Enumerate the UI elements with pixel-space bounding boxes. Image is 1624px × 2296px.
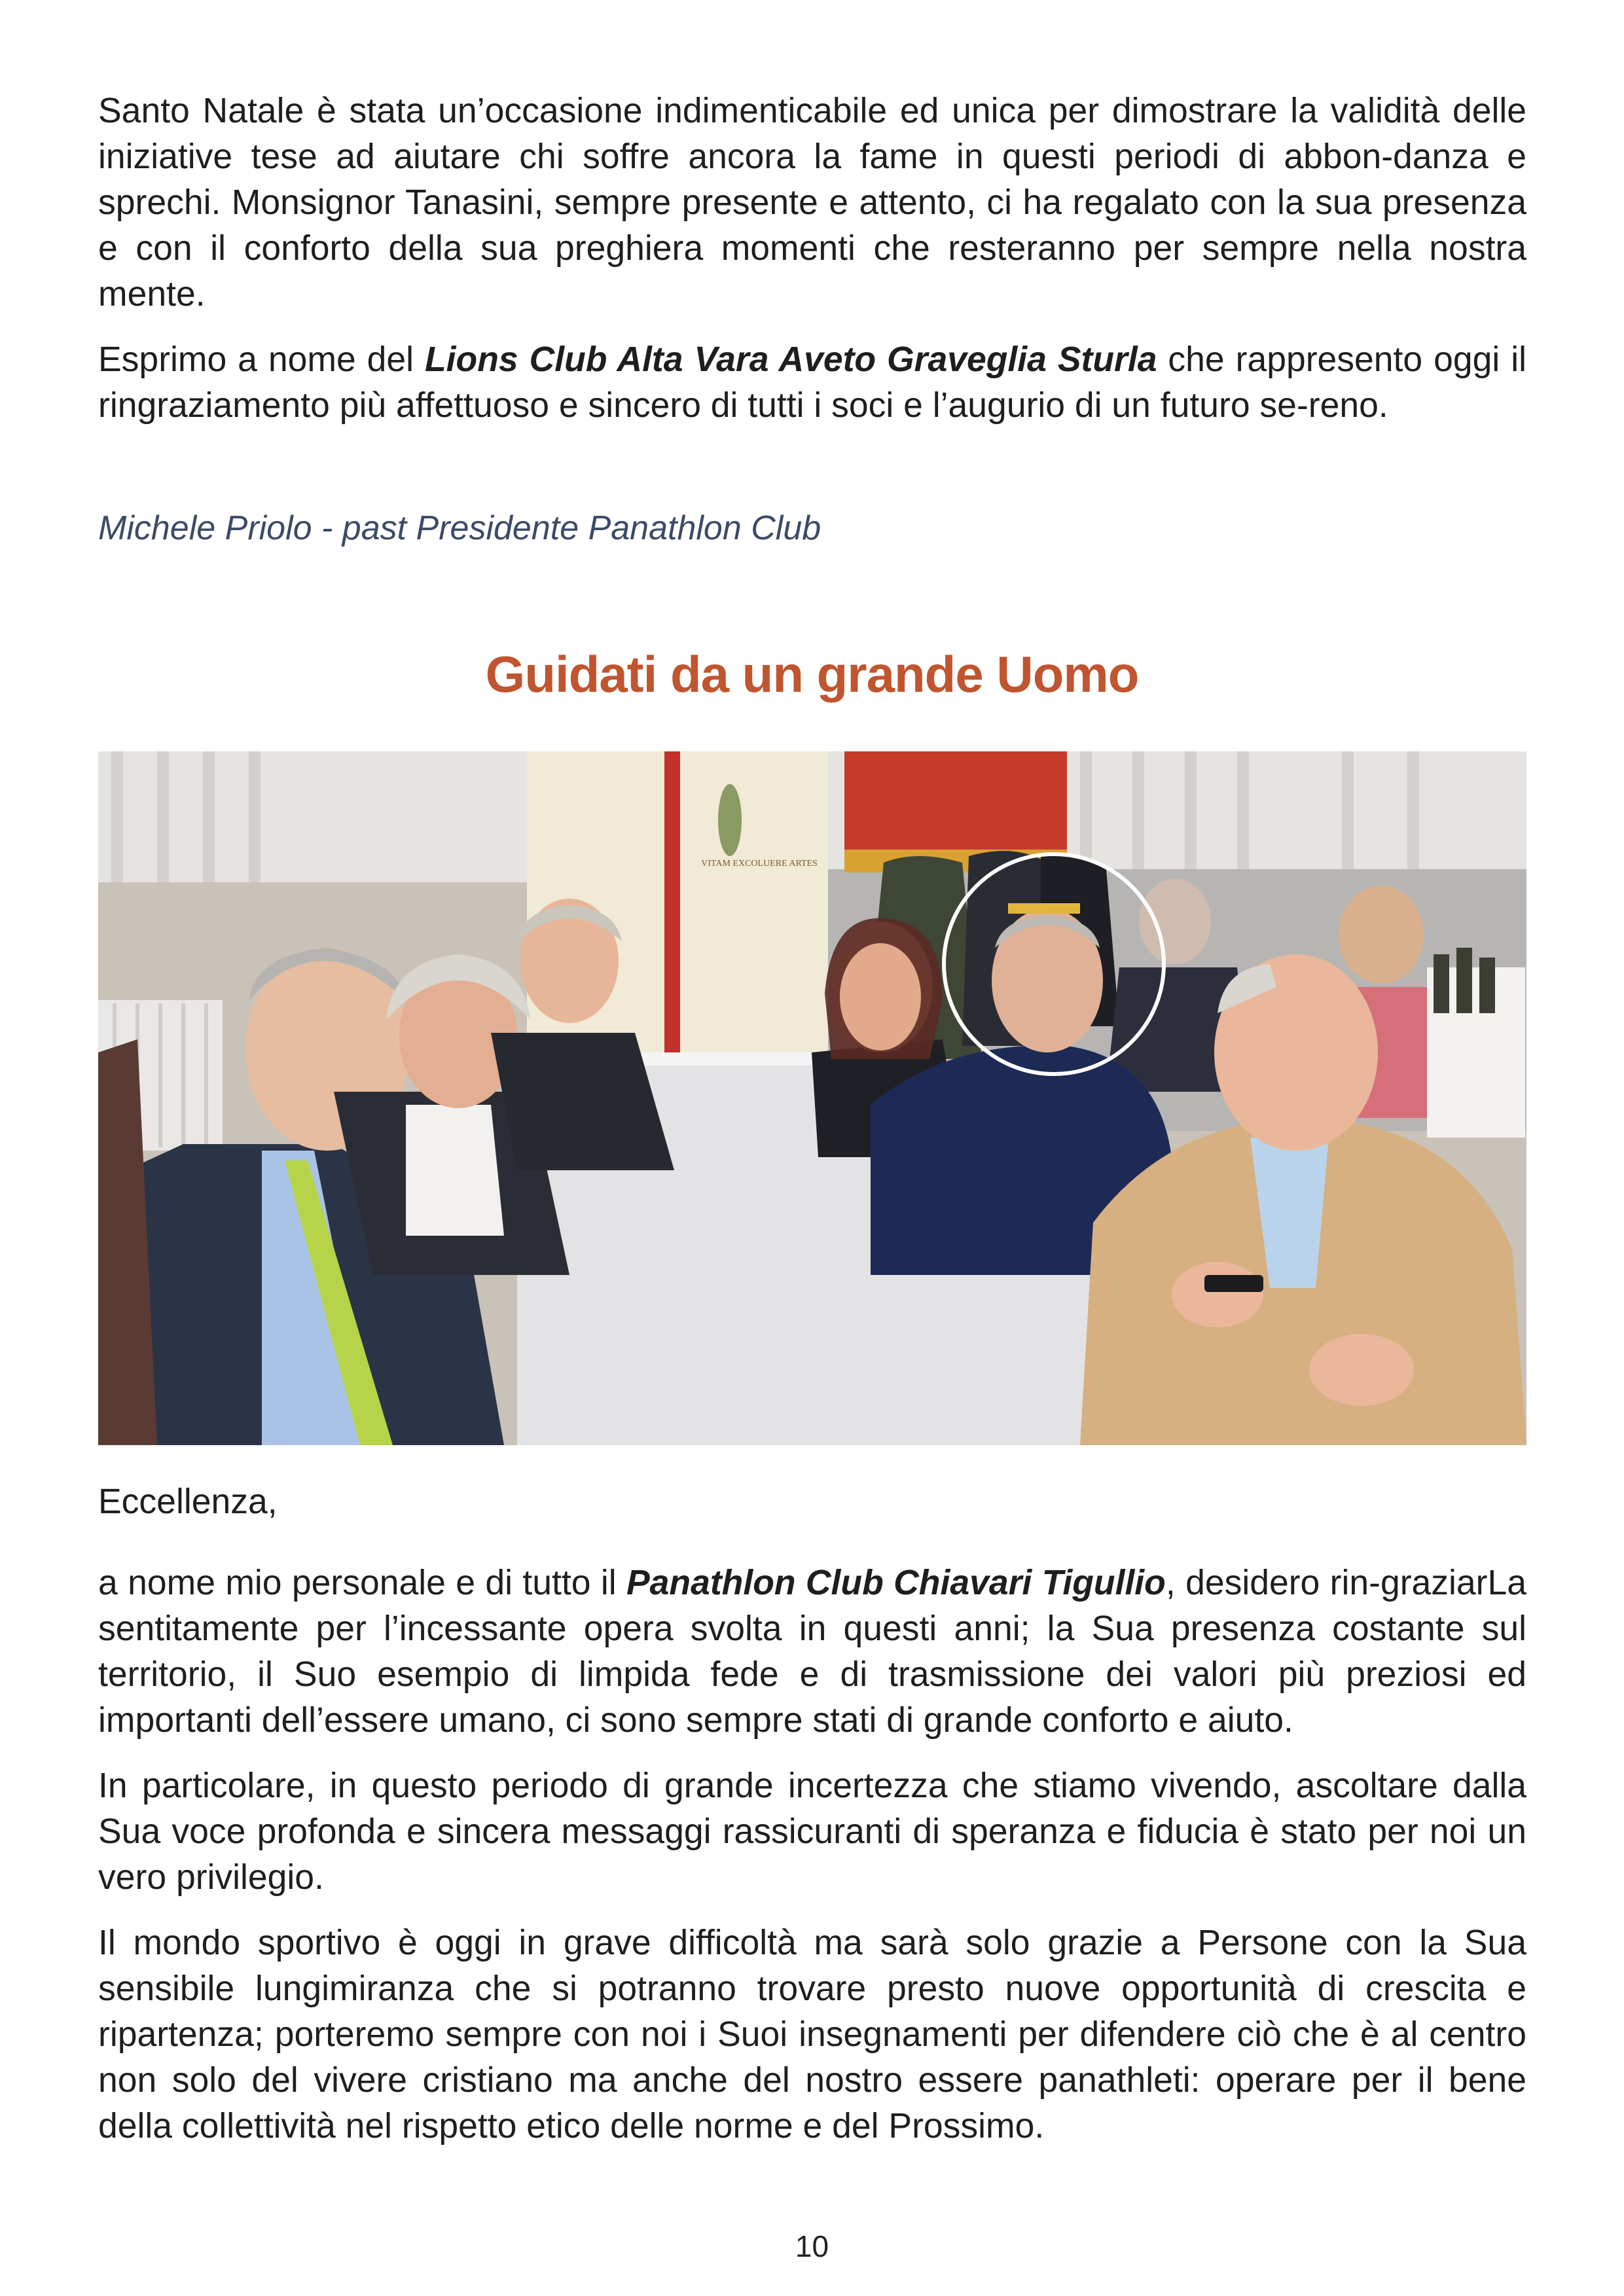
banner-motto: VITAM EXCOLUERE ARTES	[701, 859, 818, 869]
letter-paragraph-1-end: , desidero rin-graziarLa sentitamente per l’incessante opera svolta in questi anni; la Sua presenza costante sul territorio, il Suo esempio di limpida fede e di trasmissione dei valori più preziosi ed importanti dell’essere umano, ci sono sempre stati di grande conforto e aiuto.	[98, 1564, 1526, 1740]
intro-paragraph-2-end: che rappresento oggi il ringraziamento più affettuoso e sincero di tutti i soci e l’augurio di un futuro se-reno.	[98, 340, 1526, 425]
page-number: 10	[795, 2229, 829, 2263]
intro-paragraph-1: Santo Natale è stata un’occasione indimenticabile ed unica per dimostrare la validità delle iniziative tese ad aiutare chi soffre ancora la fame in questi periodi di abbon-danza e sprechi. Monsignor Tanasini, sempre presente e attento, ci ha regalato con la sua presenza e con il conforto della sua preghiera momenti che resteranno per sempre nella nostra mente.	[98, 92, 1526, 314]
signature: Michele Priolo - past Presidente Panathlon Club	[98, 509, 821, 547]
intro-paragraph-2-start: Esprimo a nome del	[98, 340, 425, 379]
section-title: Guidati da un grande Uomo	[485, 645, 1139, 703]
letter-paragraph-3: Il mondo sportivo è oggi in grave difficoltà ma sarà solo grazie a Persone con la Sua sensibile lungimiranza che si potranno trovare presto nuove opportunità di crescita e ripartenza; porteremo sempre con noi i Suoi insegnamenti per difendere ciò che è al centro non solo del vivere cristiano ma anche del nostro essere panathleti: operare per il bene della collettività nel rispetto etico delle norme e del Prossimo.	[98, 1924, 1526, 2145]
letter-paragraph-2: In particolare, in questo periodo di grande incertezza che stiamo vivendo, ascoltare dalla Sua voce profonda e sincera messaggi rassicuranti di speranza e fiducia è stato per noi un vero privilegio.	[98, 1767, 1526, 1897]
intro-paragraph-2	[98, 337, 1526, 429]
intro-text	[98, 88, 1526, 429]
lions-club-name: Lions Club Alta Vara Aveto Graveglia Sturla	[425, 340, 1157, 379]
letter-paragraph-1-start: a nome mio personale e di tutto il	[98, 1564, 626, 1602]
panathlon-club-name: Panathlon Club Chiavari Tigullio	[626, 1564, 1166, 1602]
letter-text	[98, 1479, 1526, 2149]
letter-salutation: Eccellenza,	[98, 1482, 278, 1521]
group-photo	[98, 751, 1526, 1445]
letter-paragraph-1	[98, 1560, 1526, 1744]
